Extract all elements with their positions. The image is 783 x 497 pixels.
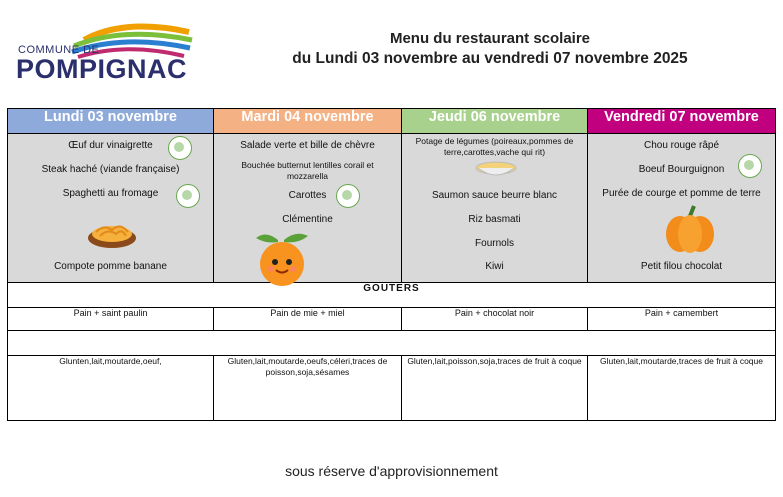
menu-item: Fournols	[475, 238, 514, 249]
logo-line1: COMMUNE DE	[18, 44, 100, 56]
allergens-friday: Gluten,lait,moutarde,traces de fruit à coque	[588, 356, 776, 421]
menu-item: Spaghetti au fromage	[62, 188, 159, 199]
gouters-header-row	[8, 283, 776, 308]
menu-item: Chou rouge râpé	[643, 140, 720, 151]
bio-label-icon	[168, 136, 192, 160]
allergens-row	[8, 356, 776, 421]
allergens-thursday: Gluten,lait,poisson,soja,traces de fruit à coque	[402, 356, 588, 421]
menu-item: Petit filou chocolat	[640, 261, 723, 272]
day-header-monday: Lundi 03 novembre	[8, 109, 214, 134]
menu-item: Potage de légumes (poireaux,pommes de terre,carottes,vache qui rit)	[415, 136, 574, 157]
menu-date-range: du Lundi 03 novembre au vendredi 07 novembre 2025	[292, 50, 688, 67]
day-header-tuesday: Mardi 04 novembre	[214, 109, 402, 134]
gouters-row	[8, 308, 776, 331]
day-menu-monday	[8, 134, 214, 283]
menu-item: Clémentine	[282, 214, 333, 225]
menu-title: Menu du restaurant scolaire	[389, 30, 591, 47]
menu-item: Œuf dur vinaigrette	[68, 140, 153, 151]
gouter-tuesday: Pain de mie + miel	[214, 308, 402, 331]
menu-item: Steak haché (viande française)	[41, 164, 180, 175]
bio-label-icon	[336, 184, 360, 208]
menu-item: Purée de courge et pomme de terre	[602, 188, 761, 199]
menu-item: Salade verte et bille de chèvre	[240, 140, 375, 151]
day-menu-tuesday	[214, 134, 402, 283]
menu-item: Riz basmati	[468, 214, 521, 225]
gouter-friday: Pain + camembert	[588, 308, 776, 331]
soup-bowl-icon	[474, 158, 518, 180]
day-menu-friday	[588, 134, 776, 283]
pumpkin-icon	[662, 204, 718, 254]
menu-item: Compote pomme banane	[54, 261, 167, 272]
allergens-tuesday: Gluten,lait,moutarde,oeufs,céleri,traces de poisson,soja,sésames	[214, 356, 402, 421]
gouter-thursday: Pain + chocolat noir	[402, 308, 588, 331]
gouter-monday: Pain + saint paulin	[8, 308, 214, 331]
clementine-mascot-icon	[254, 228, 310, 288]
bio-label-icon	[176, 184, 200, 208]
allergens-monday: Glunten,lait,moutarde,oeuf,	[8, 356, 214, 421]
supply-disclaimer: sous réserve d'approvisionnement	[285, 463, 498, 479]
menu-item: Bouchée butternut lentilles corail et mozzarella	[241, 160, 374, 181]
spaghetti-plate-icon	[86, 210, 138, 250]
day-header-friday: Vendredi 07 novembre	[588, 109, 776, 134]
menu-item: Saumon sauce beurre blanc	[431, 190, 558, 201]
menu-item: Boeuf Bourguignon	[638, 164, 725, 175]
menu-item: Kiwi	[485, 261, 504, 272]
menu-items-row	[8, 134, 776, 283]
local-label-icon	[738, 154, 762, 178]
gouters-label: GOUTERS	[8, 283, 776, 308]
day-menu-thursday	[402, 134, 588, 283]
menu-item: Carottes	[288, 190, 327, 201]
day-header-thursday: Jeudi 06 novembre	[402, 109, 588, 134]
logo-line2: POMPIGNAC	[16, 54, 188, 84]
day-header-row	[8, 109, 776, 134]
spacer-cell	[8, 331, 776, 356]
spacer-row	[8, 331, 776, 356]
menu-table	[7, 108, 776, 421]
